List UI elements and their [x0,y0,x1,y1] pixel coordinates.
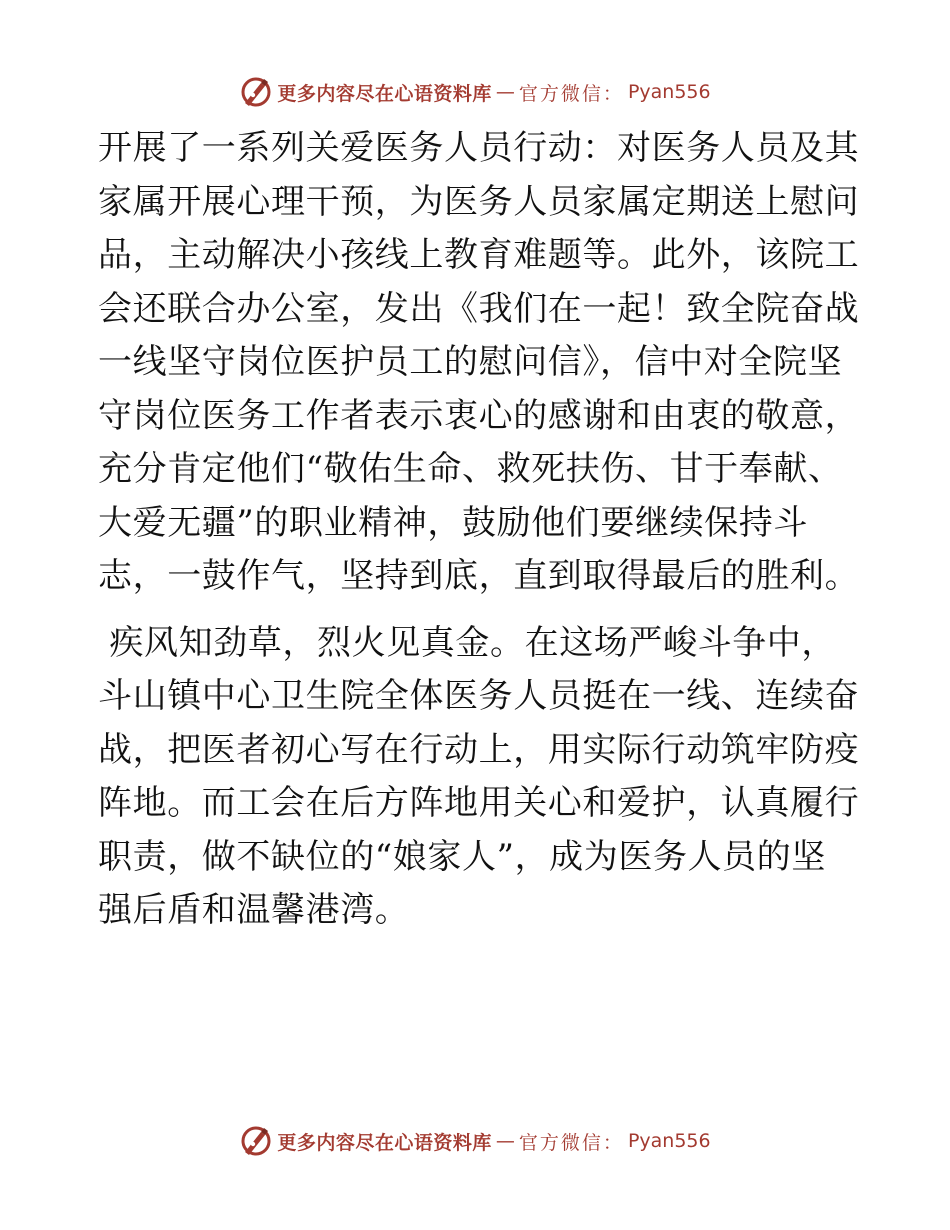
text-line: 一线坚守岗位医护员工的慰问信》，信中对全院坚 [98,342,843,382]
text-line: 志，一鼓作气，坚持到底，直到取得最后的胜利。 [98,556,860,596]
footer-watermark [0,1121,950,1161]
watermark-wechat-label: 官方微信： [518,1131,624,1154]
text-line: 品，主动解决小孩线上教育难题等。此外，该院工 [98,235,860,275]
watermark-wechat-id: Pyan556 [627,81,711,103]
text-line: 守岗位医务工作者表示衷心的感谢和由衷的敬意， [98,395,860,436]
text-line: 强后盾和温馨港湾。 [98,890,410,930]
text-line: 阵地。而工会在后方阵地用关心和爱护，认真履行 [98,783,860,823]
text-line: 开展了一系列关爱医务人员行动：对医务人员及其 [98,128,860,168]
paragraph-2 [98,617,860,938]
pen-logo-icon [239,75,273,109]
watermark-wechat-id: Pyan556 [627,1130,711,1152]
watermark-title: 更多内容尽在心语资料库 [277,1131,492,1154]
watermark-separator: — [495,81,515,103]
text-line: 家属开展心理干预，为医务人员家属定期送上慰问 [98,181,860,222]
watermark-title: 更多内容尽在心语资料库 [277,82,492,105]
text-line: 疾风知劲草，烈火见真金。在这场严峻斗争中， [98,622,837,663]
pen-logo-icon [239,1124,273,1158]
text-line: 职责，做不缺位的“娘家人”，成为医务人员的坚 [98,836,826,877]
watermark-separator: — [495,1130,515,1152]
text-line: 会还联合办公室，发出《我们在一起！致全院奋战 [98,288,860,329]
text-line: 大爱无疆”的职业精神，鼓励他们要继续保持斗 [98,502,808,543]
watermark-wechat-label: 官方微信： [518,82,624,105]
document-body [98,122,860,938]
text-line: 战，把医者初心写在行动上，用实际行动筑牢防疫 [98,729,860,770]
text-line: 充分肯定他们“敬佑生命、救死扶伤、甘于奉献、 [98,449,843,489]
paragraph-1 [98,122,860,604]
header-watermark [0,72,950,112]
text-line: 斗山镇中心卫生院全体医务人员挺在一线、连续奋 [98,676,860,716]
